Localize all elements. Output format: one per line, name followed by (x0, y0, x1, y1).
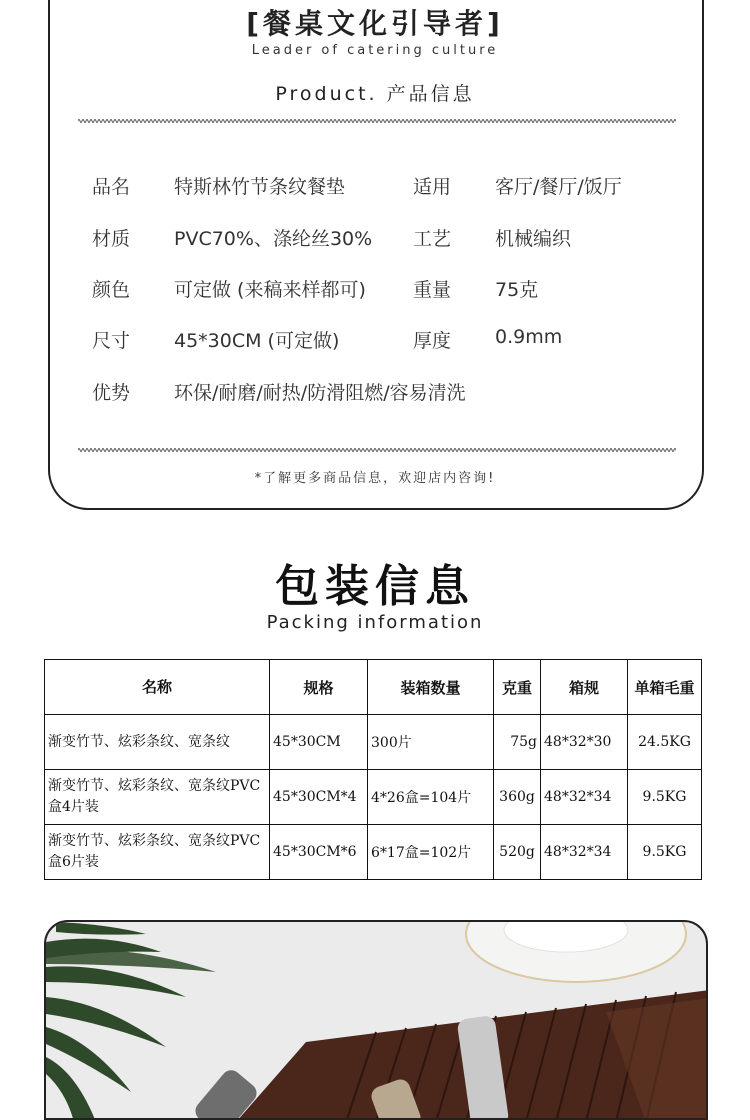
table-cell: 520g (494, 825, 541, 880)
table-cell: 360g (494, 770, 541, 825)
spec-value: 45*30CM (可定做) (174, 330, 340, 352)
product-photo (44, 920, 708, 1120)
spec-value: 0.9mm (495, 326, 563, 348)
table-cell: 300片 (368, 715, 494, 770)
column-header: 单箱毛重 (628, 660, 702, 715)
table-cell: 48*32*30 (541, 715, 628, 770)
spec-label: 材质 (92, 228, 131, 250)
table-row (45, 825, 702, 880)
packing-subtitle: Packing information (266, 612, 484, 633)
tea-cup (466, 922, 686, 982)
table-cell: 4*26盒=104片 (368, 770, 494, 825)
table-cell: 6*17盒=102片 (368, 825, 494, 880)
placemat-photo-illustration (46, 922, 708, 1120)
spec-value: 特斯林竹节条纹餐垫 (174, 176, 346, 198)
table-cell: 渐变竹节、炫彩条纹、宽条纹PVC盒4片装 (45, 770, 270, 825)
table-cell: 45*30CM*4 (270, 770, 368, 825)
spec-value: PVC70%、涤纶丝30% (174, 228, 373, 250)
product-info-card (48, 0, 704, 510)
brand-subtitle: Leader of catering culture (251, 43, 499, 58)
spec-label: 厚度 (413, 330, 452, 352)
table-cell: 45*30CM (270, 715, 368, 770)
wavy-divider-top (78, 118, 676, 124)
column-header: 克重 (494, 660, 541, 715)
spec-label: 重量 (413, 279, 452, 301)
column-header: 箱规 (541, 660, 628, 715)
palm-leaf (46, 922, 216, 1120)
product-heading: Product. 产品信息 (275, 83, 475, 105)
packing-title: 包装信息 (275, 561, 475, 612)
table-row (45, 770, 702, 825)
packing-table (44, 659, 702, 880)
wavy-divider-bottom (78, 447, 676, 453)
spec-value: 75克 (495, 279, 539, 301)
column-header: 装箱数量 (368, 660, 494, 715)
table-cell: 9.5KG (628, 770, 702, 825)
table-header-row (45, 660, 702, 715)
spec-label: 颜色 (92, 279, 131, 301)
table-cell: 48*32*34 (541, 770, 628, 825)
table-cell: 渐变竹节、炫彩条纹、宽条纹PVC盒6片装 (45, 825, 270, 880)
spec-value: 机械编织 (495, 228, 572, 250)
table-cell: 24.5KG (628, 715, 702, 770)
spec-label: 尺寸 (92, 330, 131, 352)
spec-value: 环保/耐磨/耐热/防滑阻燃/容易清洗 (174, 382, 466, 404)
spec-label: 适用 (413, 176, 452, 198)
spec-value: 可定做 (来稿来样都可) (174, 279, 366, 301)
column-header: 规格 (270, 660, 368, 715)
table-cell: 9.5KG (628, 825, 702, 880)
table-cell: 45*30CM*6 (270, 825, 368, 880)
brand-title: [餐桌文化引导者] (246, 7, 504, 40)
table-cell: 75g (494, 715, 541, 770)
table-cell: 48*32*34 (541, 825, 628, 880)
table-row (45, 715, 702, 770)
inquiry-footnote: *了解更多商品信息，欢迎店内咨询! (254, 471, 496, 486)
spec-value: 客厅/餐厅/饭厅 (495, 176, 622, 198)
column-header: 名称 (45, 660, 270, 715)
spec-label: 品名 (92, 176, 131, 198)
spec-label: 工艺 (413, 228, 452, 250)
spec-label: 优势 (92, 382, 131, 404)
table-cell: 渐变竹节、炫彩条纹、宽条纹 (45, 715, 270, 770)
